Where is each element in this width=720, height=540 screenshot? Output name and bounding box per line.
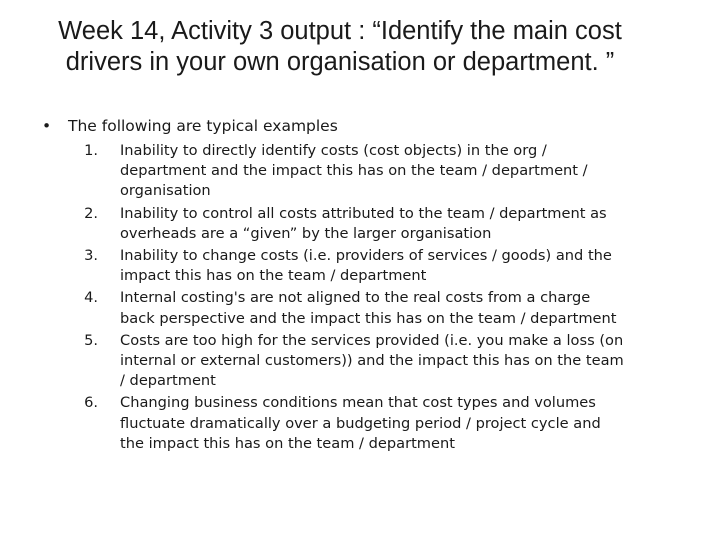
list-item — [0, 288, 720, 328]
list-item-line: organisation — [120, 182, 211, 200]
numbered-list — [0, 141, 720, 456]
slide-title-line-1: Week 14, Activity 3 output : “Identify the main cost — [58, 17, 622, 45]
list-item-line: internal or external customers)) and the impact this has on the team — [120, 352, 624, 370]
list-item-line: Changing business conditions mean that cost types and volumes — [120, 394, 596, 412]
list-item-number: 3. — [84, 247, 98, 265]
list-item-line: Inability to control all costs attributed to the team / department as — [120, 204, 607, 222]
list-item-line: department and the impact this has on the team / department / — [120, 162, 588, 180]
list-item-number: 5. — [84, 331, 98, 349]
list-item-line: overheads are a “given” by the larger organisation — [120, 224, 492, 242]
list-item-line: back perspective and the impact this has on the team / department — [120, 309, 617, 327]
list-item-line: Inability to change costs (i.e. providers of services / goods) and the — [120, 247, 612, 265]
list-item-text — [120, 204, 690, 244]
intro-bullet — [42, 115, 338, 137]
bullet-dot-icon: • — [42, 117, 52, 135]
list-item-text — [120, 246, 690, 286]
list-item-number: 1. — [84, 142, 98, 159]
slide-title — [20, 16, 660, 78]
list-item-text — [120, 288, 690, 328]
list-item-text — [120, 331, 690, 392]
list-item — [0, 204, 720, 244]
list-item-text — [120, 393, 690, 454]
list-item-text — [120, 141, 690, 202]
list-item-number: 6. — [84, 394, 98, 412]
list-item — [0, 331, 720, 392]
list-item — [0, 141, 720, 202]
list-item-number: 4. — [84, 289, 98, 307]
list-item-line: Internal costing's are not aligned to the real costs from a charge — [120, 289, 591, 307]
intro-bullet-text: The following are typical examples — [68, 117, 338, 135]
list-item-line: Costs are too high for the services provided (i.e. you make a loss (on — [120, 331, 624, 349]
list-item-line: Inability to directly identify costs (cost objects) in the org / — [120, 142, 547, 159]
list-item — [0, 246, 720, 286]
list-item — [0, 393, 720, 454]
slide-title-line-2: drivers in your own organisation or department. ” — [65, 48, 615, 76]
list-item-line: / department — [120, 372, 216, 390]
list-item-line: fluctuate dramatically over a budgeting period / project cycle and — [120, 414, 601, 432]
list-item-line: impact this has on the team / department — [120, 267, 427, 285]
list-item-line: the impact this has on the team / department — [120, 434, 455, 452]
list-item-number: 2. — [84, 204, 98, 222]
